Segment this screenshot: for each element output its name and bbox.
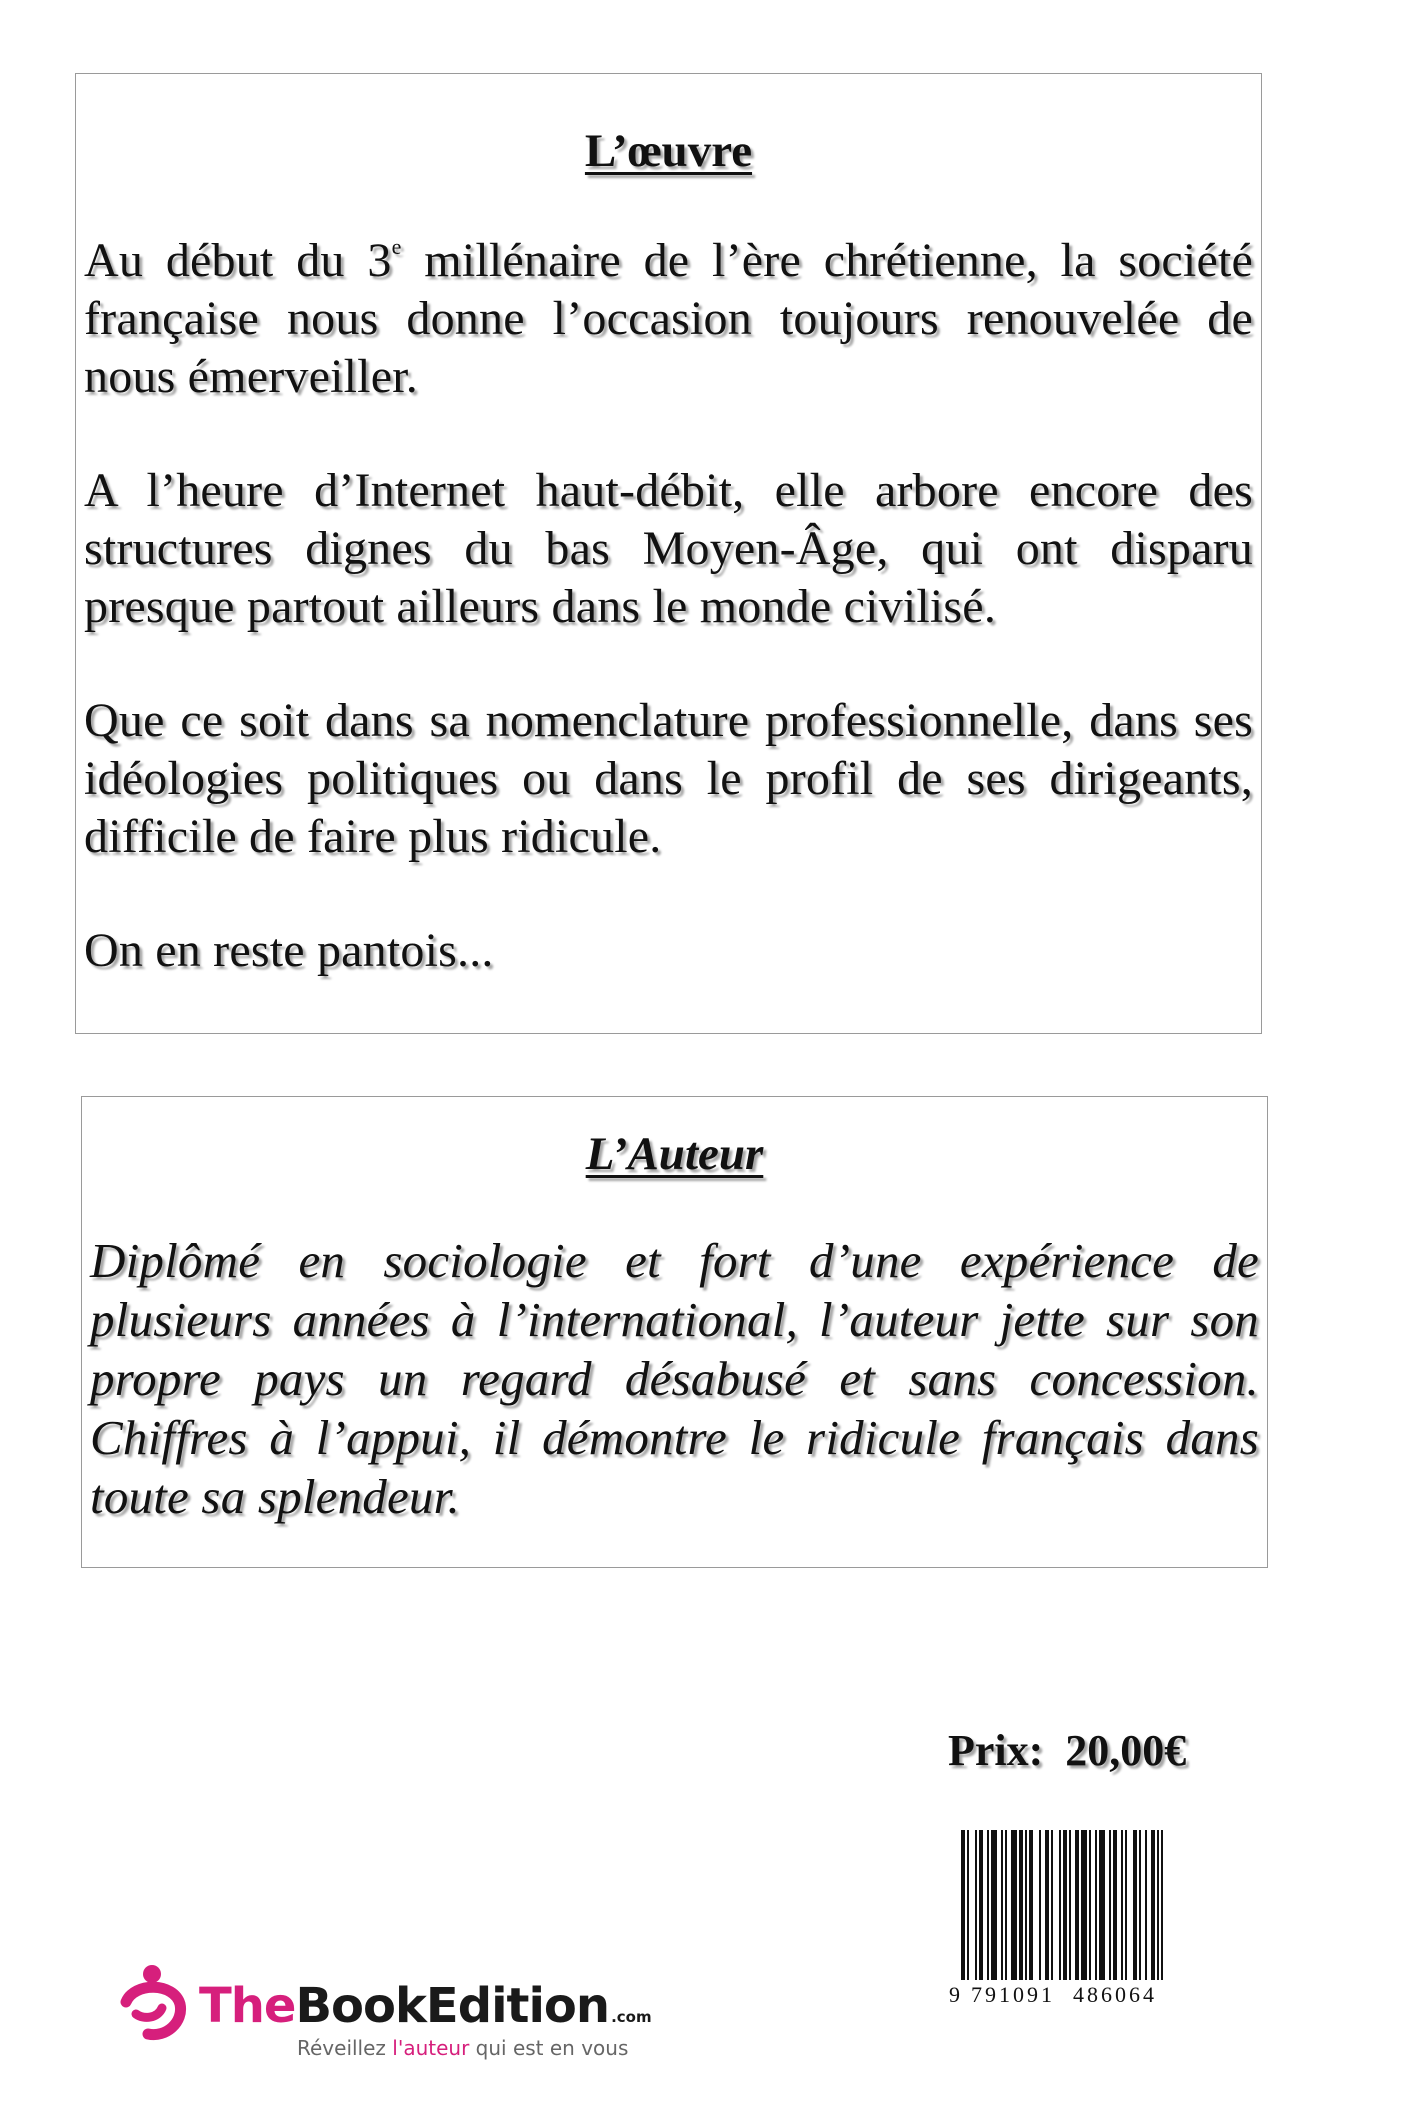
barcode — [945, 1820, 1177, 2020]
barcode-bar — [1157, 1830, 1159, 1980]
barcode-bar — [1019, 1830, 1023, 1980]
oeuvre-p1-after: millénaire de l’ère chrétienne, la société française nous donne l’occasion toujours renouvelée de nous émerveiller. — [84, 234, 1254, 403]
barcode-bar — [987, 1830, 989, 1980]
barcode-bar — [967, 1830, 969, 1980]
publisher-logo-name — [199, 1978, 652, 2034]
barcode-bar — [1125, 1830, 1127, 1980]
auteur-section — [81, 1096, 1268, 1568]
barcode-digits-right: 486064 — [1073, 1982, 1157, 2007]
oeuvre-section — [75, 73, 1262, 1034]
barcode-bar — [1025, 1830, 1027, 1980]
barcode-bar — [1099, 1830, 1105, 1980]
barcode-bar — [1109, 1830, 1111, 1980]
oeuvre-paragraph-1 — [84, 232, 1253, 406]
oeuvre-paragraph-3: Que ce soit dans sa nomenclature professionnelle, dans ses idéologies politiques ou dans le profil de ses dirigeants, difficile de faire plus ridicule. — [84, 694, 1253, 863]
tagline-before: Réveillez — [297, 2036, 393, 2060]
oeuvre-heading: L’œuvre — [584, 125, 753, 177]
barcode-bar — [1029, 1830, 1033, 1980]
oeuvre-p1-sup: e — [391, 234, 402, 259]
tagline-after: qui est en vous — [469, 2036, 629, 2060]
logo-name-the: The — [199, 1978, 296, 2034]
barcode-bar — [1059, 1830, 1061, 1980]
barcode-bar — [961, 1830, 965, 1980]
barcode-bar — [1045, 1830, 1049, 1980]
barcode-digits-left: 791091 — [971, 1982, 1055, 2007]
oeuvre-paragraph-2: A l’heure d’Internet haut-débit, elle arbore encore des structures dignes du bas Moyen-Âge, qui ont disparu presque partout ailleurs dans le monde civilisé. — [84, 464, 1253, 633]
barcode-bar — [1005, 1830, 1007, 1980]
barcode-bar — [1089, 1830, 1091, 1980]
barcode-bar — [1081, 1830, 1087, 1980]
barcode-bar — [1011, 1830, 1017, 1980]
oeuvre-paragraph-4: On en reste pantois... — [84, 924, 494, 977]
barcode-bar — [1145, 1830, 1147, 1980]
oeuvre-p1-before: Au début du 3 — [84, 234, 392, 287]
price-label: Prix: 20,00€ — [948, 1726, 1187, 1775]
barcode-bar — [1113, 1830, 1117, 1980]
barcode-bar — [1063, 1830, 1067, 1980]
barcode-bar — [975, 1830, 977, 1980]
barcode-digit-lead: 9 — [949, 1982, 963, 2007]
barcode-bar — [991, 1830, 997, 1980]
barcode-bar — [1001, 1830, 1003, 1980]
auteur-heading: L’Auteur — [585, 1128, 764, 1180]
barcode-bar — [1095, 1830, 1097, 1980]
barcode-bar — [1139, 1830, 1141, 1980]
barcode-bar — [1069, 1830, 1071, 1980]
tagline-accent: l'auteur — [392, 2036, 470, 2060]
barcode-bar — [1151, 1830, 1155, 1980]
barcode-bar — [1039, 1830, 1041, 1980]
barcode-bar — [1161, 1830, 1163, 1980]
publisher-tagline — [297, 2036, 628, 2060]
barcode-bar — [1133, 1830, 1137, 1980]
barcode-bar — [1075, 1830, 1079, 1980]
barcode-bar — [979, 1830, 983, 1980]
barcode-digits — [945, 1982, 1177, 2012]
auteur-paragraph: Diplômé en sociologie et fort d’une expérience de plusieurs années à l’international, l’auteur jette sur son propre pays un regard désabusé et sans concession. Chiffres à l’appui, il démontre le ridicule français dans toute sa splendeur. — [90, 1233, 1259, 1524]
publisher-logo-icon — [114, 1960, 199, 2050]
barcode-bar — [1121, 1830, 1123, 1980]
barcode-bar — [1051, 1830, 1053, 1980]
logo-name-book: BookEdition — [295, 1978, 610, 2034]
publisher-logo — [114, 1960, 674, 2060]
logo-name-com: .com — [611, 2008, 652, 2026]
